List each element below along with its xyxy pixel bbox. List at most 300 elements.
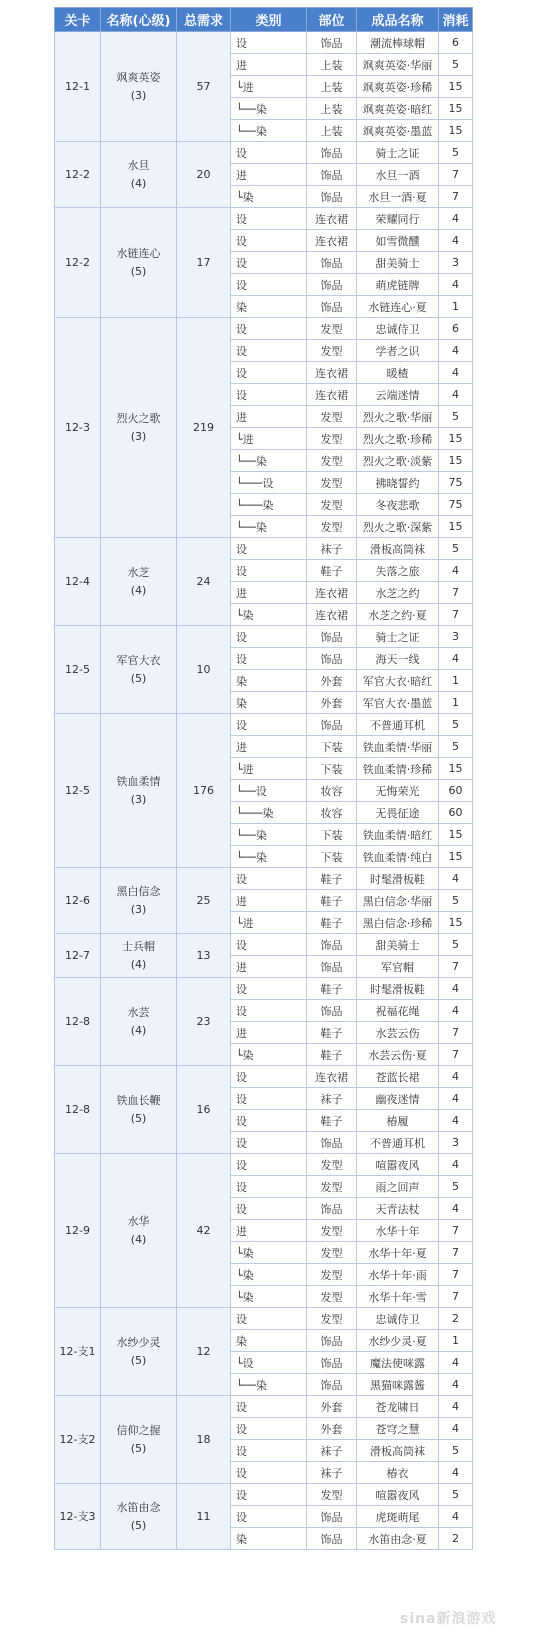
level-cell: 12-8: [55, 978, 101, 1066]
cost-cell: 2: [439, 1528, 473, 1550]
part-cell: 妆容: [307, 802, 357, 824]
product-cell: 铁血柔情·暗红: [357, 824, 439, 846]
type-cell: 进: [231, 582, 307, 604]
total-cell: 42: [177, 1154, 231, 1308]
cost-cell: 4: [439, 362, 473, 384]
part-cell: 外套: [307, 1418, 357, 1440]
type-cell: 进: [231, 1022, 307, 1044]
part-cell: 饰品: [307, 1132, 357, 1154]
cost-cell: 15: [439, 846, 473, 868]
header-total: 总需求: [177, 8, 231, 32]
item-name-cell: [101, 714, 177, 868]
type-cell: 进: [231, 406, 307, 428]
cost-cell: 4: [439, 868, 473, 890]
level-cell: 12-支1: [55, 1308, 101, 1396]
heart-level: (3): [130, 792, 147, 806]
product-cell: 无悔荣光: [357, 780, 439, 802]
part-cell: 饰品: [307, 956, 357, 978]
product-cell: 潮流棒球帽: [357, 32, 439, 54]
cost-cell: 4: [439, 1110, 473, 1132]
item-name: 水旦: [127, 159, 150, 173]
item-name: 烈火之歌: [116, 412, 161, 426]
material-table-wrapper: [54, 7, 472, 1550]
type-cell: └染: [231, 186, 307, 208]
type-cell: └──设: [231, 780, 307, 802]
level-cell: 12-9: [55, 1154, 101, 1308]
product-cell: 苍蓝长裙: [357, 1066, 439, 1088]
type-cell: 设: [231, 1484, 307, 1506]
cost-cell: 1: [439, 296, 473, 318]
item-name-cell: [101, 1154, 177, 1308]
table-row: [55, 978, 473, 1000]
cost-cell: 5: [439, 1176, 473, 1198]
type-cell: 设: [231, 1506, 307, 1528]
type-cell: 设: [231, 1198, 307, 1220]
cost-cell: 5: [439, 538, 473, 560]
part-cell: 连衣裙: [307, 1066, 357, 1088]
product-cell: 雨之回声: [357, 1176, 439, 1198]
part-cell: 外套: [307, 1396, 357, 1418]
type-cell: 设: [231, 274, 307, 296]
type-cell: 设: [231, 1308, 307, 1330]
type-cell: └───染: [231, 494, 307, 516]
product-cell: 黑猫咪露酱: [357, 1374, 439, 1396]
cost-cell: 1: [439, 1330, 473, 1352]
item-name: 信仰之握: [116, 1424, 161, 1438]
type-cell: 设: [231, 714, 307, 736]
total-cell: 219: [177, 318, 231, 538]
part-cell: 饰品: [307, 164, 357, 186]
cost-cell: 5: [439, 142, 473, 164]
part-cell: 饰品: [307, 1000, 357, 1022]
part-cell: 发型: [307, 1242, 357, 1264]
cost-cell: 5: [439, 890, 473, 912]
type-cell: 进: [231, 736, 307, 758]
cost-cell: 1: [439, 670, 473, 692]
cost-cell: 4: [439, 340, 473, 362]
type-cell: └染: [231, 1044, 307, 1066]
cost-cell: 15: [439, 912, 473, 934]
part-cell: 发型: [307, 1154, 357, 1176]
product-cell: 军官大衣·暗红: [357, 670, 439, 692]
type-cell: 设: [231, 362, 307, 384]
cost-cell: 7: [439, 1286, 473, 1308]
part-cell: 饰品: [307, 32, 357, 54]
type-cell: └──染: [231, 1374, 307, 1396]
part-cell: 饰品: [307, 1506, 357, 1528]
product-cell: 椿衣: [357, 1462, 439, 1484]
type-cell: └进: [231, 758, 307, 780]
type-cell: └染: [231, 604, 307, 626]
type-cell: 设: [231, 1462, 307, 1484]
part-cell: 饰品: [307, 142, 357, 164]
product-cell: 时髦滑板鞋: [357, 868, 439, 890]
product-cell: 烈火之歌·华丽: [357, 406, 439, 428]
item-name: 黑白信念: [116, 885, 161, 899]
type-cell: └───设: [231, 472, 307, 494]
cost-cell: 4: [439, 1506, 473, 1528]
part-cell: 饰品: [307, 252, 357, 274]
cost-cell: 4: [439, 1198, 473, 1220]
product-cell: 荣耀同行: [357, 208, 439, 230]
part-cell: 连衣裙: [307, 384, 357, 406]
level-cell: 12-5: [55, 714, 101, 868]
table-row: [55, 1154, 473, 1176]
type-cell: 设: [231, 626, 307, 648]
part-cell: 饰品: [307, 714, 357, 736]
type-cell: 设: [231, 142, 307, 164]
product-cell: 水链连心·夏: [357, 296, 439, 318]
product-cell: 水旦一酒: [357, 164, 439, 186]
cost-cell: 7: [439, 164, 473, 186]
heart-level: (5): [130, 1111, 147, 1125]
type-cell: └───染: [231, 802, 307, 824]
cost-cell: 4: [439, 1396, 473, 1418]
header-cost: 消耗: [439, 8, 473, 32]
cost-cell: 6: [439, 318, 473, 340]
type-cell: 设: [231, 208, 307, 230]
part-cell: 饰品: [307, 1352, 357, 1374]
product-cell: 失落之旅: [357, 560, 439, 582]
part-cell: 饰品: [307, 1528, 357, 1550]
total-cell: 24: [177, 538, 231, 626]
total-cell: 10: [177, 626, 231, 714]
product-cell: 暖楂: [357, 362, 439, 384]
item-name-cell: [101, 142, 177, 208]
part-cell: 上装: [307, 54, 357, 76]
product-cell: 飒爽英姿·暗红: [357, 98, 439, 120]
table-row: [55, 32, 473, 54]
heart-level: (4): [130, 583, 147, 597]
part-cell: 发型: [307, 450, 357, 472]
product-cell: 不普通耳机: [357, 1132, 439, 1154]
type-cell: 进: [231, 54, 307, 76]
cost-cell: 4: [439, 1088, 473, 1110]
cost-cell: 60: [439, 780, 473, 802]
type-cell: └──染: [231, 450, 307, 472]
product-cell: 不普通耳机: [357, 714, 439, 736]
product-cell: 铁血柔情·纯白: [357, 846, 439, 868]
part-cell: 发型: [307, 1308, 357, 1330]
sina-games-logo: sina新浪游戏: [400, 1611, 497, 1627]
product-cell: 水芸云伤: [357, 1022, 439, 1044]
product-cell: 水华十年·雪: [357, 1286, 439, 1308]
heart-level: (5): [130, 671, 147, 685]
type-cell: 设: [231, 1176, 307, 1198]
product-cell: 魔法使咪露: [357, 1352, 439, 1374]
part-cell: 鞋子: [307, 890, 357, 912]
product-cell: 虎斑萌尾: [357, 1506, 439, 1528]
type-cell: 设: [231, 1110, 307, 1132]
item-name: 水华: [127, 1215, 150, 1229]
part-cell: 饰品: [307, 626, 357, 648]
part-cell: 发型: [307, 318, 357, 340]
total-cell: 25: [177, 868, 231, 934]
table-header-row: [55, 8, 473, 32]
type-cell: 染: [231, 670, 307, 692]
cost-cell: 4: [439, 1000, 473, 1022]
cost-cell: 4: [439, 1374, 473, 1396]
type-cell: 设: [231, 252, 307, 274]
level-cell: 12-8: [55, 1066, 101, 1154]
total-cell: 57: [177, 32, 231, 142]
heart-level: (3): [130, 902, 147, 916]
header-part: 部位: [307, 8, 357, 32]
part-cell: 袜子: [307, 1462, 357, 1484]
item-name-cell: [101, 1066, 177, 1154]
product-cell: 天青法杖: [357, 1198, 439, 1220]
type-cell: └──染: [231, 824, 307, 846]
product-cell: 黑白信念·华丽: [357, 890, 439, 912]
part-cell: 下装: [307, 846, 357, 868]
cost-cell: 4: [439, 978, 473, 1000]
part-cell: 鞋子: [307, 1022, 357, 1044]
product-cell: 苍龙啸日: [357, 1396, 439, 1418]
product-cell: 冬夜悲歌: [357, 494, 439, 516]
cost-cell: 7: [439, 1220, 473, 1242]
product-cell: 飒爽英姿·珍稀: [357, 76, 439, 98]
cost-cell: 75: [439, 472, 473, 494]
type-cell: 设: [231, 340, 307, 362]
cost-cell: 4: [439, 648, 473, 670]
part-cell: 连衣裙: [307, 582, 357, 604]
table-row: [55, 1308, 473, 1330]
header-product: 成品名称: [357, 8, 439, 32]
total-cell: 16: [177, 1066, 231, 1154]
type-cell: └进: [231, 912, 307, 934]
total-cell: 176: [177, 714, 231, 868]
item-name-cell: [101, 868, 177, 934]
level-cell: 12-3: [55, 318, 101, 538]
cost-cell: 7: [439, 1044, 473, 1066]
table-row: [55, 318, 473, 340]
cost-cell: 15: [439, 450, 473, 472]
product-cell: 椿履: [357, 1110, 439, 1132]
product-cell: 学者之识: [357, 340, 439, 362]
table-row: [55, 714, 473, 736]
product-cell: 忠诚侍卫: [357, 1308, 439, 1330]
item-name: 水芸: [127, 1006, 150, 1020]
product-cell: 无畏征途: [357, 802, 439, 824]
table-row: [55, 868, 473, 890]
part-cell: 发型: [307, 1176, 357, 1198]
type-cell: 设: [231, 1088, 307, 1110]
part-cell: 鞋子: [307, 912, 357, 934]
item-name-cell: [101, 1308, 177, 1396]
type-cell: 设: [231, 1000, 307, 1022]
table-row: [55, 626, 473, 648]
table-row: [55, 1066, 473, 1088]
product-cell: 如雪微醺: [357, 230, 439, 252]
product-cell: 水笛由念·夏: [357, 1528, 439, 1550]
product-cell: 飒爽英姿·华丽: [357, 54, 439, 76]
cost-cell: 5: [439, 1484, 473, 1506]
part-cell: 鞋子: [307, 978, 357, 1000]
heart-level: (5): [130, 1518, 147, 1532]
part-cell: 饰品: [307, 1374, 357, 1396]
table-row: [55, 1396, 473, 1418]
cost-cell: 3: [439, 626, 473, 648]
type-cell: └──染: [231, 98, 307, 120]
item-name-cell: [101, 538, 177, 626]
type-cell: 设: [231, 1396, 307, 1418]
type-cell: 设: [231, 384, 307, 406]
type-cell: 设: [231, 560, 307, 582]
material-table: [54, 7, 473, 1550]
part-cell: 发型: [307, 494, 357, 516]
product-cell: 拂晓誓约: [357, 472, 439, 494]
cost-cell: 7: [439, 604, 473, 626]
part-cell: 袜子: [307, 538, 357, 560]
type-cell: └──染: [231, 516, 307, 538]
part-cell: 发型: [307, 1286, 357, 1308]
type-cell: 设: [231, 1066, 307, 1088]
total-cell: 11: [177, 1484, 231, 1550]
cost-cell: 5: [439, 736, 473, 758]
product-cell: 苍穹之慧: [357, 1418, 439, 1440]
part-cell: 发型: [307, 516, 357, 538]
item-name: 飒爽英姿: [116, 71, 161, 85]
item-name-cell: [101, 1484, 177, 1550]
item-name-cell: [101, 626, 177, 714]
product-cell: 云端迷情: [357, 384, 439, 406]
item-name-cell: [101, 32, 177, 142]
product-cell: 黑白信念·珍稀: [357, 912, 439, 934]
header-name: 名称(心级): [101, 8, 177, 32]
heart-level: (5): [130, 264, 147, 278]
total-cell: 20: [177, 142, 231, 208]
product-cell: 骑士之证: [357, 626, 439, 648]
part-cell: 发型: [307, 428, 357, 450]
part-cell: 下装: [307, 758, 357, 780]
cost-cell: 5: [439, 934, 473, 956]
level-cell: 12-2: [55, 142, 101, 208]
cost-cell: 7: [439, 956, 473, 978]
type-cell: 设: [231, 32, 307, 54]
type-cell: 设: [231, 1440, 307, 1462]
item-name-cell: [101, 1396, 177, 1484]
level-cell: 12-6: [55, 868, 101, 934]
type-cell: 设: [231, 1132, 307, 1154]
item-name-cell: [101, 978, 177, 1066]
product-cell: 忠诚侍卫: [357, 318, 439, 340]
product-cell: 甜美骑士: [357, 252, 439, 274]
level-cell: 12-7: [55, 934, 101, 978]
part-cell: 上装: [307, 120, 357, 142]
product-cell: 烈火之歌·淡紫: [357, 450, 439, 472]
cost-cell: 4: [439, 230, 473, 252]
type-cell: 进: [231, 1220, 307, 1242]
heart-level: (4): [130, 176, 147, 190]
product-cell: 军官帽: [357, 956, 439, 978]
level-cell: 12-支3: [55, 1484, 101, 1550]
part-cell: 下装: [307, 736, 357, 758]
part-cell: 发型: [307, 1220, 357, 1242]
product-cell: 喧嚣夜风: [357, 1154, 439, 1176]
cost-cell: 15: [439, 758, 473, 780]
product-cell: 水芝之约: [357, 582, 439, 604]
cost-cell: 15: [439, 76, 473, 98]
cost-cell: 4: [439, 1462, 473, 1484]
table-row: [55, 538, 473, 560]
type-cell: └进: [231, 428, 307, 450]
type-cell: 染: [231, 692, 307, 714]
product-cell: 水华十年·夏: [357, 1242, 439, 1264]
total-cell: 13: [177, 934, 231, 978]
type-cell: 染: [231, 296, 307, 318]
cost-cell: 1: [439, 692, 473, 714]
item-name: 士兵帽: [122, 940, 155, 954]
header-level: 关卡: [55, 8, 101, 32]
part-cell: 连衣裙: [307, 230, 357, 252]
part-cell: 妆容: [307, 780, 357, 802]
product-cell: 飒爽英姿·墨蓝: [357, 120, 439, 142]
type-cell: └设: [231, 1352, 307, 1374]
type-cell: └染: [231, 1264, 307, 1286]
type-cell: 设: [231, 318, 307, 340]
product-cell: 水旦一酒·夏: [357, 186, 439, 208]
product-cell: 滑板高筒袜: [357, 1440, 439, 1462]
type-cell: 染: [231, 1528, 307, 1550]
cost-cell: 4: [439, 1352, 473, 1374]
product-cell: 滑板高筒袜: [357, 538, 439, 560]
cost-cell: 15: [439, 824, 473, 846]
product-cell: 烈火之歌·珍稀: [357, 428, 439, 450]
product-cell: 甜美骑士: [357, 934, 439, 956]
product-cell: 时髦滑板鞋: [357, 978, 439, 1000]
part-cell: 发型: [307, 406, 357, 428]
cost-cell: 4: [439, 560, 473, 582]
level-cell: 12-5: [55, 626, 101, 714]
type-cell: └──染: [231, 120, 307, 142]
item-name: 水芝: [127, 566, 150, 580]
type-cell: 设: [231, 934, 307, 956]
cost-cell: 5: [439, 1440, 473, 1462]
part-cell: 饰品: [307, 274, 357, 296]
item-name-cell: [101, 208, 177, 318]
part-cell: 外套: [307, 670, 357, 692]
type-cell: └──染: [231, 846, 307, 868]
type-cell: 进: [231, 956, 307, 978]
part-cell: 下装: [307, 824, 357, 846]
item-name: 军官大衣: [116, 654, 161, 668]
table-row: [55, 208, 473, 230]
part-cell: 饰品: [307, 186, 357, 208]
product-cell: 水华十年·雨: [357, 1264, 439, 1286]
heart-level: (3): [130, 88, 147, 102]
type-cell: 设: [231, 230, 307, 252]
cost-cell: 7: [439, 1242, 473, 1264]
type-cell: 设: [231, 978, 307, 1000]
product-cell: 喧嚣夜风: [357, 1484, 439, 1506]
cost-cell: 15: [439, 428, 473, 450]
product-cell: 水纱少灵·夏: [357, 1330, 439, 1352]
type-cell: └染: [231, 1286, 307, 1308]
product-cell: 水芸云伤·夏: [357, 1044, 439, 1066]
heart-level: (3): [130, 429, 147, 443]
product-cell: 水芝之约·夏: [357, 604, 439, 626]
type-cell: 进: [231, 164, 307, 186]
cost-cell: 7: [439, 1022, 473, 1044]
part-cell: 袜子: [307, 1440, 357, 1462]
part-cell: 连衣裙: [307, 362, 357, 384]
level-cell: 12-2: [55, 208, 101, 318]
type-cell: └染: [231, 1242, 307, 1264]
part-cell: 饰品: [307, 1198, 357, 1220]
part-cell: 鞋子: [307, 560, 357, 582]
type-cell: 设: [231, 868, 307, 890]
level-cell: 12-1: [55, 32, 101, 142]
